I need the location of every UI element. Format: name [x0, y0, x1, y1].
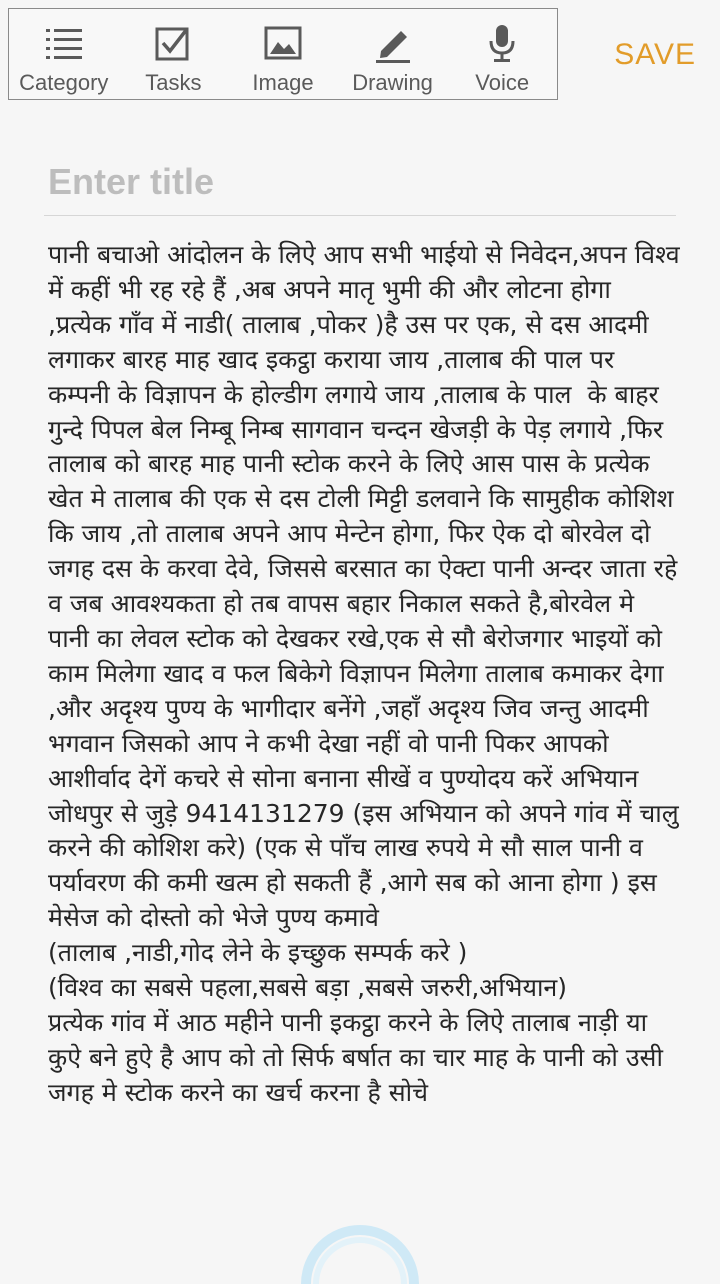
title-input[interactable]: [44, 148, 676, 216]
note-body[interactable]: पानी बचाओ आंदोलन के लिऐ आप सभी भाईयो से निवेदन,अपन विश्व में कहीं भी रह रहे हैं ,अब अपने मातृ भुमी की और लोटना होगा ,प्रत्येक गाँव में नाडी( तालाब ,पोकर )है उस पर एक, से दस आदमी लगाकर बारह माह खाद इकट्ठा कराया जाय ,तालाब की पाल पर कम्पनी के विज्ञापन के होल्डीग लगाये जाय ,तालाब के पाल के बाहर गुन्दे पिपल बेल निम्बू निम्ब सागवान चन्दन खेजड़ी के पेड़ लगाये ,फिर तालाब को बारह माह पानी स्टोक करने के लिऐ आस पास के प्रत्येक खेत मे तालाब की एक से दस टोली मिट्टी डलवाने कि सामुहीक कोशिश कि जाय ,तो तालाब अपने आप मेन्टेन होगा, फिर ऐक दो बोरवेल दो जगह दस के करवा देवे, जिससे बरसात का ऐक्टा पानी अन्दर जाता रहे व जब आवश्यकता हो तब वापस बहार निकाल सकते है,बोरवेल मे पानी का लेवल स्टोक को देखकर रखे,एक से सौ बेरोजगार भाइयों को काम मिलेगा खाद व फल बिकेगे विज्ञापन मिलेगा तालाब कमाकर देगा ,और अदृश्य पुण्य के भागीदार बनेंगे ,जहाँ अदृश्य जिव जन्तु आदमी भगवान जिसको आप ने कभी देखा नहीं वो पानी पिकर आपको आशीर्वाद देगें कचरे से सोना बनाना सीखें व पुण्योदय करें अभियान जोधपुर से जुड़े 9414131279 (इस अभियान को अपने गांव में चालु करने की कोशिश करे) (एक से पाँच लाख रुपये मे सौ साल पानी व पर्यावरण की कमी खत्म हो सकती हैं ,आगे सब को आना होगा ) इस मेसेज को दोस्तो को भेजे पुण्य कमावे (तालाब ,नाडी,गोद लेने के इच्छुक सम्पर्क करे ) (विश्व का सबसे पहला,सबसे बड़ा ,सबसे जरुरी,अभियान) प्रत्येक गांव में आठ महीने पानी इकट्ठा करने के लिऐ तालाब नाड़ी या कुऐ बने हुऐ है आप को तो सिर्फ बर्षात का चार माह के पानी को उसी जगह मे स्टोक करने का खर्च करना है सोचे: [48, 240, 680, 1107]
save-button[interactable]: SAVE: [614, 38, 696, 71]
pen-icon: [373, 23, 413, 63]
category-button[interactable]: [9, 9, 119, 99]
microphone-icon: [482, 23, 522, 63]
drawing-button[interactable]: [338, 9, 448, 99]
voice-button[interactable]: [447, 9, 557, 99]
note-toolbar: [8, 8, 558, 100]
category-label: Category: [19, 70, 109, 95]
text-cursor-handle[interactable]: [298, 1222, 422, 1280]
list-icon: [44, 23, 84, 63]
cursor-handle-icon: [298, 1222, 422, 1280]
image-icon: [263, 23, 303, 63]
voice-label: Voice: [475, 70, 530, 95]
image-button[interactable]: [228, 9, 338, 99]
tasks-button[interactable]: [119, 9, 229, 99]
image-label: Image: [252, 70, 314, 95]
tasks-label: Tasks: [145, 70, 202, 95]
drawing-label: Drawing: [352, 70, 433, 95]
checkbox-icon: [153, 23, 193, 63]
